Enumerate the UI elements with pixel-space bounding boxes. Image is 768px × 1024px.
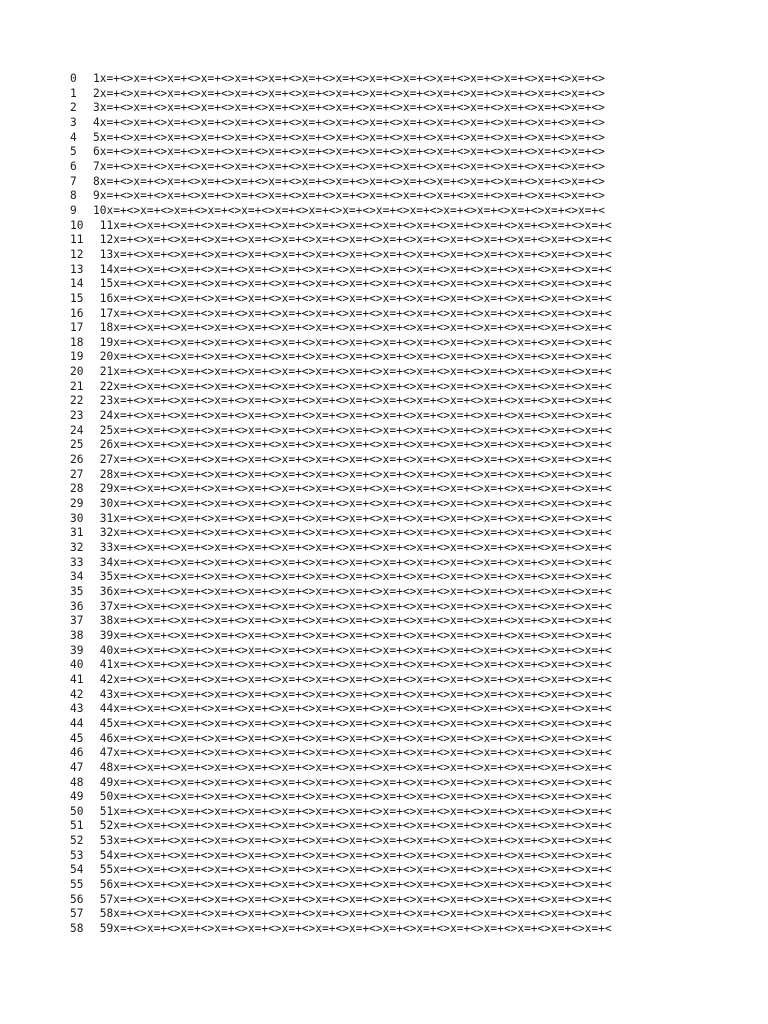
- text-line: [70, 468, 730, 483]
- text-line: [70, 863, 730, 878]
- line-text: 23x=+<>x=+<>x=+<>x=+<>x=+<>x=+<>x=+<>x=+<>x=+<>x=+<>x=+<>x=+<>x=+<>x=+<>x=+<: [93, 394, 612, 408]
- line-number: 19: [70, 350, 84, 364]
- line-text: 29x=+<>x=+<>x=+<>x=+<>x=+<>x=+<>x=+<>x=+<>x=+<>x=+<>x=+<>x=+<>x=+<>x=+<>x=+<: [93, 482, 612, 496]
- line-number: 35: [70, 584, 84, 598]
- text-line: [70, 907, 730, 922]
- text-line: [70, 175, 730, 190]
- line-text: 28x=+<>x=+<>x=+<>x=+<>x=+<>x=+<>x=+<>x=+<>x=+<>x=+<>x=+<>x=+<>x=+<>x=+<>x=+<: [93, 467, 612, 481]
- line-text: 45x=+<>x=+<>x=+<>x=+<>x=+<>x=+<>x=+<>x=+<>x=+<>x=+<>x=+<>x=+<>x=+<>x=+<>x=+<: [93, 716, 612, 730]
- line-number: 8: [70, 189, 77, 203]
- line-text: 57x=+<>x=+<>x=+<>x=+<>x=+<>x=+<>x=+<>x=+<>x=+<>x=+<>x=+<>x=+<>x=+<>x=+<>x=+<: [93, 892, 612, 906]
- text-line: [70, 790, 730, 805]
- line-text: 39x=+<>x=+<>x=+<>x=+<>x=+<>x=+<>x=+<>x=+<>x=+<>x=+<>x=+<>x=+<>x=+<>x=+<>x=+<: [93, 628, 612, 642]
- line-text: 51x=+<>x=+<>x=+<>x=+<>x=+<>x=+<>x=+<>x=+<>x=+<>x=+<>x=+<>x=+<>x=+<>x=+<>x=+<: [93, 804, 612, 818]
- text-line: [70, 453, 730, 468]
- line-text: 49x=+<>x=+<>x=+<>x=+<>x=+<>x=+<>x=+<>x=+<>x=+<>x=+<>x=+<>x=+<>x=+<>x=+<>x=+<: [93, 775, 612, 789]
- line-text: 44x=+<>x=+<>x=+<>x=+<>x=+<>x=+<>x=+<>x=+<>x=+<>x=+<>x=+<>x=+<>x=+<>x=+<>x=+<: [93, 702, 612, 716]
- text-line: [70, 673, 730, 688]
- line-text: 24x=+<>x=+<>x=+<>x=+<>x=+<>x=+<>x=+<>x=+<>x=+<>x=+<>x=+<>x=+<>x=+<>x=+<>x=+<: [93, 409, 612, 423]
- line-text: 1x=+<>x=+<>x=+<>x=+<>x=+<>x=+<>x=+<>x=+<>x=+<>x=+<>x=+<>x=+<>x=+<>x=+<>x=+<>: [93, 72, 605, 85]
- line-number: 24: [70, 423, 84, 437]
- line-text: 22x=+<>x=+<>x=+<>x=+<>x=+<>x=+<>x=+<>x=+<>x=+<>x=+<>x=+<>x=+<>x=+<>x=+<>x=+<: [93, 379, 612, 393]
- line-text: 52x=+<>x=+<>x=+<>x=+<>x=+<>x=+<>x=+<>x=+<>x=+<>x=+<>x=+<>x=+<>x=+<>x=+<>x=+<: [93, 819, 612, 833]
- line-text: 18x=+<>x=+<>x=+<>x=+<>x=+<>x=+<>x=+<>x=+<>x=+<>x=+<>x=+<>x=+<>x=+<>x=+<>x=+<: [93, 321, 612, 335]
- line-number: 30: [70, 511, 84, 525]
- line-number: 46: [70, 746, 84, 760]
- line-text: 2x=+<>x=+<>x=+<>x=+<>x=+<>x=+<>x=+<>x=+<>x=+<>x=+<>x=+<>x=+<>x=+<>x=+<>x=+<>: [93, 86, 605, 100]
- text-line: [70, 482, 730, 497]
- line-number: 36: [70, 599, 84, 613]
- text-line: [70, 893, 730, 908]
- line-number: 49: [70, 790, 84, 804]
- line-text: 53x=+<>x=+<>x=+<>x=+<>x=+<>x=+<>x=+<>x=+<>x=+<>x=+<>x=+<>x=+<>x=+<>x=+<>x=+<: [93, 834, 612, 848]
- text-line: [70, 365, 730, 380]
- text-line: [70, 277, 730, 292]
- text-line: [70, 849, 730, 864]
- line-number: 53: [70, 848, 84, 862]
- line-number: 43: [70, 702, 84, 716]
- line-number: 50: [70, 804, 84, 818]
- line-number: 17: [70, 321, 84, 335]
- line-text: 21x=+<>x=+<>x=+<>x=+<>x=+<>x=+<>x=+<>x=+<>x=+<>x=+<>x=+<>x=+<>x=+<>x=+<>x=+<: [93, 365, 612, 379]
- line-number: 18: [70, 335, 84, 349]
- line-text: 59x=+<>x=+<>x=+<>x=+<>x=+<>x=+<>x=+<>x=+<>x=+<>x=+<>x=+<>x=+<>x=+<>x=+<>x=+<: [93, 922, 612, 936]
- line-text: 20x=+<>x=+<>x=+<>x=+<>x=+<>x=+<>x=+<>x=+<>x=+<>x=+<>x=+<>x=+<>x=+<>x=+<>x=+<: [93, 350, 612, 364]
- line-number: 14: [70, 277, 84, 291]
- line-text: 16x=+<>x=+<>x=+<>x=+<>x=+<>x=+<>x=+<>x=+<>x=+<>x=+<>x=+<>x=+<>x=+<>x=+<>x=+<: [93, 291, 612, 305]
- line-number: 22: [70, 394, 84, 408]
- text-line: [70, 658, 730, 673]
- line-number: 34: [70, 570, 84, 584]
- line-text: 40x=+<>x=+<>x=+<>x=+<>x=+<>x=+<>x=+<>x=+<>x=+<>x=+<>x=+<>x=+<>x=+<>x=+<>x=+<: [93, 643, 612, 657]
- line-text: 30x=+<>x=+<>x=+<>x=+<>x=+<>x=+<>x=+<>x=+<>x=+<>x=+<>x=+<>x=+<>x=+<>x=+<>x=+<: [93, 497, 612, 511]
- line-number: 42: [70, 687, 84, 701]
- line-number: 25: [70, 438, 84, 452]
- text-line: [70, 248, 730, 263]
- line-number: 21: [70, 379, 84, 393]
- line-text: 46x=+<>x=+<>x=+<>x=+<>x=+<>x=+<>x=+<>x=+<>x=+<>x=+<>x=+<>x=+<>x=+<>x=+<>x=+<: [93, 731, 612, 745]
- line-text: 47x=+<>x=+<>x=+<>x=+<>x=+<>x=+<>x=+<>x=+<>x=+<>x=+<>x=+<>x=+<>x=+<>x=+<>x=+<: [93, 746, 612, 760]
- text-line: [70, 87, 730, 102]
- text-line: [70, 145, 730, 160]
- line-text: 11x=+<>x=+<>x=+<>x=+<>x=+<>x=+<>x=+<>x=+<>x=+<>x=+<>x=+<>x=+<>x=+<>x=+<>x=+<: [93, 218, 612, 232]
- text-line: [70, 380, 730, 395]
- line-number: 55: [70, 878, 84, 892]
- text-line: [70, 922, 730, 937]
- line-text: 32x=+<>x=+<>x=+<>x=+<>x=+<>x=+<>x=+<>x=+<>x=+<>x=+<>x=+<>x=+<>x=+<>x=+<>x=+<: [93, 526, 612, 540]
- line-number: 31: [70, 526, 84, 540]
- line-number: 1: [70, 86, 77, 100]
- text-line: [70, 600, 730, 615]
- text-line: [70, 263, 730, 278]
- line-text: 19x=+<>x=+<>x=+<>x=+<>x=+<>x=+<>x=+<>x=+<>x=+<>x=+<>x=+<>x=+<>x=+<>x=+<>x=+<: [93, 335, 612, 349]
- text-line: [70, 541, 730, 556]
- text-line: [70, 717, 730, 732]
- line-text: 6x=+<>x=+<>x=+<>x=+<>x=+<>x=+<>x=+<>x=+<>x=+<>x=+<>x=+<>x=+<>x=+<>x=+<>x=+<>: [93, 145, 605, 159]
- text-line: [70, 219, 730, 234]
- text-line: [70, 72, 730, 87]
- text-line: [70, 556, 730, 571]
- line-number: 4: [70, 130, 77, 144]
- text-line: [70, 878, 730, 893]
- line-text: 8x=+<>x=+<>x=+<>x=+<>x=+<>x=+<>x=+<>x=+<>x=+<>x=+<>x=+<>x=+<>x=+<>x=+<>x=+<>: [93, 174, 605, 188]
- line-number: 28: [70, 482, 84, 496]
- line-text: 27x=+<>x=+<>x=+<>x=+<>x=+<>x=+<>x=+<>x=+<>x=+<>x=+<>x=+<>x=+<>x=+<>x=+<>x=+<: [93, 453, 612, 467]
- line-number: 16: [70, 306, 84, 320]
- line-number: 11: [70, 233, 84, 247]
- line-text: 4x=+<>x=+<>x=+<>x=+<>x=+<>x=+<>x=+<>x=+<>x=+<>x=+<>x=+<>x=+<>x=+<>x=+<>x=+<>: [93, 115, 605, 129]
- document-page: [70, 72, 730, 937]
- text-line: [70, 101, 730, 116]
- text-line: [70, 688, 730, 703]
- text-line: [70, 394, 730, 409]
- line-number: 44: [70, 716, 84, 730]
- text-line: [70, 614, 730, 629]
- text-line: [70, 834, 730, 849]
- text-line: [70, 233, 730, 248]
- line-number: 13: [70, 262, 84, 276]
- line-number: 38: [70, 628, 84, 642]
- line-text: 5x=+<>x=+<>x=+<>x=+<>x=+<>x=+<>x=+<>x=+<>x=+<>x=+<>x=+<>x=+<>x=+<>x=+<>x=+<>: [93, 130, 605, 144]
- line-number: 3: [70, 115, 77, 129]
- line-text: 56x=+<>x=+<>x=+<>x=+<>x=+<>x=+<>x=+<>x=+<>x=+<>x=+<>x=+<>x=+<>x=+<>x=+<>x=+<: [93, 878, 612, 892]
- text-line: [70, 629, 730, 644]
- text-line: [70, 131, 730, 146]
- text-line: [70, 438, 730, 453]
- line-number: 12: [70, 247, 84, 261]
- line-number: 48: [70, 775, 84, 789]
- line-text: 17x=+<>x=+<>x=+<>x=+<>x=+<>x=+<>x=+<>x=+<>x=+<>x=+<>x=+<>x=+<>x=+<>x=+<>x=+<: [93, 306, 612, 320]
- line-number: 23: [70, 409, 84, 423]
- line-text: 41x=+<>x=+<>x=+<>x=+<>x=+<>x=+<>x=+<>x=+<>x=+<>x=+<>x=+<>x=+<>x=+<>x=+<>x=+<: [93, 658, 612, 672]
- line-number: 29: [70, 497, 84, 511]
- text-line: [70, 307, 730, 322]
- line-text: 58x=+<>x=+<>x=+<>x=+<>x=+<>x=+<>x=+<>x=+<>x=+<>x=+<>x=+<>x=+<>x=+<>x=+<>x=+<: [93, 907, 612, 921]
- line-number: 15: [70, 291, 84, 305]
- line-text: 26x=+<>x=+<>x=+<>x=+<>x=+<>x=+<>x=+<>x=+<>x=+<>x=+<>x=+<>x=+<>x=+<>x=+<>x=+<: [93, 438, 612, 452]
- text-line: [70, 702, 730, 717]
- text-line: [70, 732, 730, 747]
- line-number: 47: [70, 760, 84, 774]
- text-line: [70, 585, 730, 600]
- line-number: 7: [70, 174, 77, 188]
- line-text: 55x=+<>x=+<>x=+<>x=+<>x=+<>x=+<>x=+<>x=+<>x=+<>x=+<>x=+<>x=+<>x=+<>x=+<>x=+<: [93, 863, 612, 877]
- line-number: 0: [70, 72, 77, 85]
- text-line: [70, 644, 730, 659]
- text-line: [70, 204, 730, 219]
- line-number: 57: [70, 907, 84, 921]
- text-line: [70, 776, 730, 791]
- text-line: [70, 116, 730, 131]
- text-line: [70, 497, 730, 512]
- line-text: 36x=+<>x=+<>x=+<>x=+<>x=+<>x=+<>x=+<>x=+<>x=+<>x=+<>x=+<>x=+<>x=+<>x=+<>x=+<: [93, 584, 612, 598]
- line-text: 13x=+<>x=+<>x=+<>x=+<>x=+<>x=+<>x=+<>x=+<>x=+<>x=+<>x=+<>x=+<>x=+<>x=+<>x=+<: [93, 247, 612, 261]
- text-line: [70, 189, 730, 204]
- line-text: 31x=+<>x=+<>x=+<>x=+<>x=+<>x=+<>x=+<>x=+<>x=+<>x=+<>x=+<>x=+<>x=+<>x=+<>x=+<: [93, 511, 612, 525]
- line-text: 7x=+<>x=+<>x=+<>x=+<>x=+<>x=+<>x=+<>x=+<>x=+<>x=+<>x=+<>x=+<>x=+<>x=+<>x=+<>: [93, 159, 605, 173]
- text-line: [70, 761, 730, 776]
- line-number: 51: [70, 819, 84, 833]
- line-number: 58: [70, 922, 84, 936]
- line-number: 54: [70, 863, 84, 877]
- line-number: 37: [70, 614, 84, 628]
- line-number: 26: [70, 453, 84, 467]
- line-number: 41: [70, 672, 84, 686]
- line-number: 27: [70, 467, 84, 481]
- line-text: 37x=+<>x=+<>x=+<>x=+<>x=+<>x=+<>x=+<>x=+<>x=+<>x=+<>x=+<>x=+<>x=+<>x=+<>x=+<: [93, 599, 612, 613]
- line-text: 34x=+<>x=+<>x=+<>x=+<>x=+<>x=+<>x=+<>x=+<>x=+<>x=+<>x=+<>x=+<>x=+<>x=+<>x=+<: [93, 555, 612, 569]
- line-number: 5: [70, 145, 77, 159]
- text-line: [70, 746, 730, 761]
- line-number: 45: [70, 731, 84, 745]
- text-line: [70, 409, 730, 424]
- line-text: 43x=+<>x=+<>x=+<>x=+<>x=+<>x=+<>x=+<>x=+<>x=+<>x=+<>x=+<>x=+<>x=+<>x=+<>x=+<: [93, 687, 612, 701]
- line-text: 25x=+<>x=+<>x=+<>x=+<>x=+<>x=+<>x=+<>x=+<>x=+<>x=+<>x=+<>x=+<>x=+<>x=+<>x=+<: [93, 423, 612, 437]
- line-text: 50x=+<>x=+<>x=+<>x=+<>x=+<>x=+<>x=+<>x=+<>x=+<>x=+<>x=+<>x=+<>x=+<>x=+<>x=+<: [93, 790, 612, 804]
- text-line: [70, 350, 730, 365]
- line-text: 35x=+<>x=+<>x=+<>x=+<>x=+<>x=+<>x=+<>x=+<>x=+<>x=+<>x=+<>x=+<>x=+<>x=+<>x=+<: [93, 570, 612, 584]
- line-text: 12x=+<>x=+<>x=+<>x=+<>x=+<>x=+<>x=+<>x=+<>x=+<>x=+<>x=+<>x=+<>x=+<>x=+<>x=+<: [93, 233, 612, 247]
- line-text: 33x=+<>x=+<>x=+<>x=+<>x=+<>x=+<>x=+<>x=+<>x=+<>x=+<>x=+<>x=+<>x=+<>x=+<>x=+<: [93, 541, 612, 554]
- line-number: 6: [70, 159, 77, 173]
- text-line: [70, 160, 730, 175]
- line-number: 33: [70, 555, 84, 569]
- line-number: 39: [70, 643, 84, 657]
- text-line: [70, 526, 730, 541]
- line-text: 38x=+<>x=+<>x=+<>x=+<>x=+<>x=+<>x=+<>x=+<>x=+<>x=+<>x=+<>x=+<>x=+<>x=+<>x=+<: [93, 614, 612, 628]
- line-text: 14x=+<>x=+<>x=+<>x=+<>x=+<>x=+<>x=+<>x=+<>x=+<>x=+<>x=+<>x=+<>x=+<>x=+<>x=+<: [93, 262, 612, 276]
- line-text: 54x=+<>x=+<>x=+<>x=+<>x=+<>x=+<>x=+<>x=+<>x=+<>x=+<>x=+<>x=+<>x=+<>x=+<>x=+<: [93, 848, 612, 862]
- line-text: 15x=+<>x=+<>x=+<>x=+<>x=+<>x=+<>x=+<>x=+<>x=+<>x=+<>x=+<>x=+<>x=+<>x=+<>x=+<: [93, 277, 612, 291]
- text-line: [70, 321, 730, 336]
- line-number: 10: [70, 218, 84, 232]
- line-text: 10x=+<>x=+<>x=+<>x=+<>x=+<>x=+<>x=+<>x=+<>x=+<>x=+<>x=+<>x=+<>x=+<>x=+<>x=+<: [93, 203, 605, 217]
- text-line: [70, 292, 730, 307]
- line-text: 42x=+<>x=+<>x=+<>x=+<>x=+<>x=+<>x=+<>x=+<>x=+<>x=+<>x=+<>x=+<>x=+<>x=+<>x=+<: [93, 672, 612, 686]
- line-number: 9: [70, 203, 77, 217]
- line-number: 32: [70, 541, 84, 554]
- line-number: 52: [70, 834, 84, 848]
- text-line: [70, 819, 730, 834]
- line-number: 40: [70, 658, 84, 672]
- text-line: [70, 424, 730, 439]
- text-line: [70, 512, 730, 527]
- text-line: [70, 336, 730, 351]
- line-text: 3x=+<>x=+<>x=+<>x=+<>x=+<>x=+<>x=+<>x=+<>x=+<>x=+<>x=+<>x=+<>x=+<>x=+<>x=+<>: [93, 101, 605, 115]
- line-number: 20: [70, 365, 84, 379]
- line-text: 9x=+<>x=+<>x=+<>x=+<>x=+<>x=+<>x=+<>x=+<>x=+<>x=+<>x=+<>x=+<>x=+<>x=+<>x=+<>: [93, 189, 605, 203]
- text-line: [70, 805, 730, 820]
- line-number: 56: [70, 892, 84, 906]
- text-line: [70, 570, 730, 585]
- line-text: 48x=+<>x=+<>x=+<>x=+<>x=+<>x=+<>x=+<>x=+<>x=+<>x=+<>x=+<>x=+<>x=+<>x=+<>x=+<: [93, 760, 612, 774]
- line-number: 2: [70, 101, 77, 115]
